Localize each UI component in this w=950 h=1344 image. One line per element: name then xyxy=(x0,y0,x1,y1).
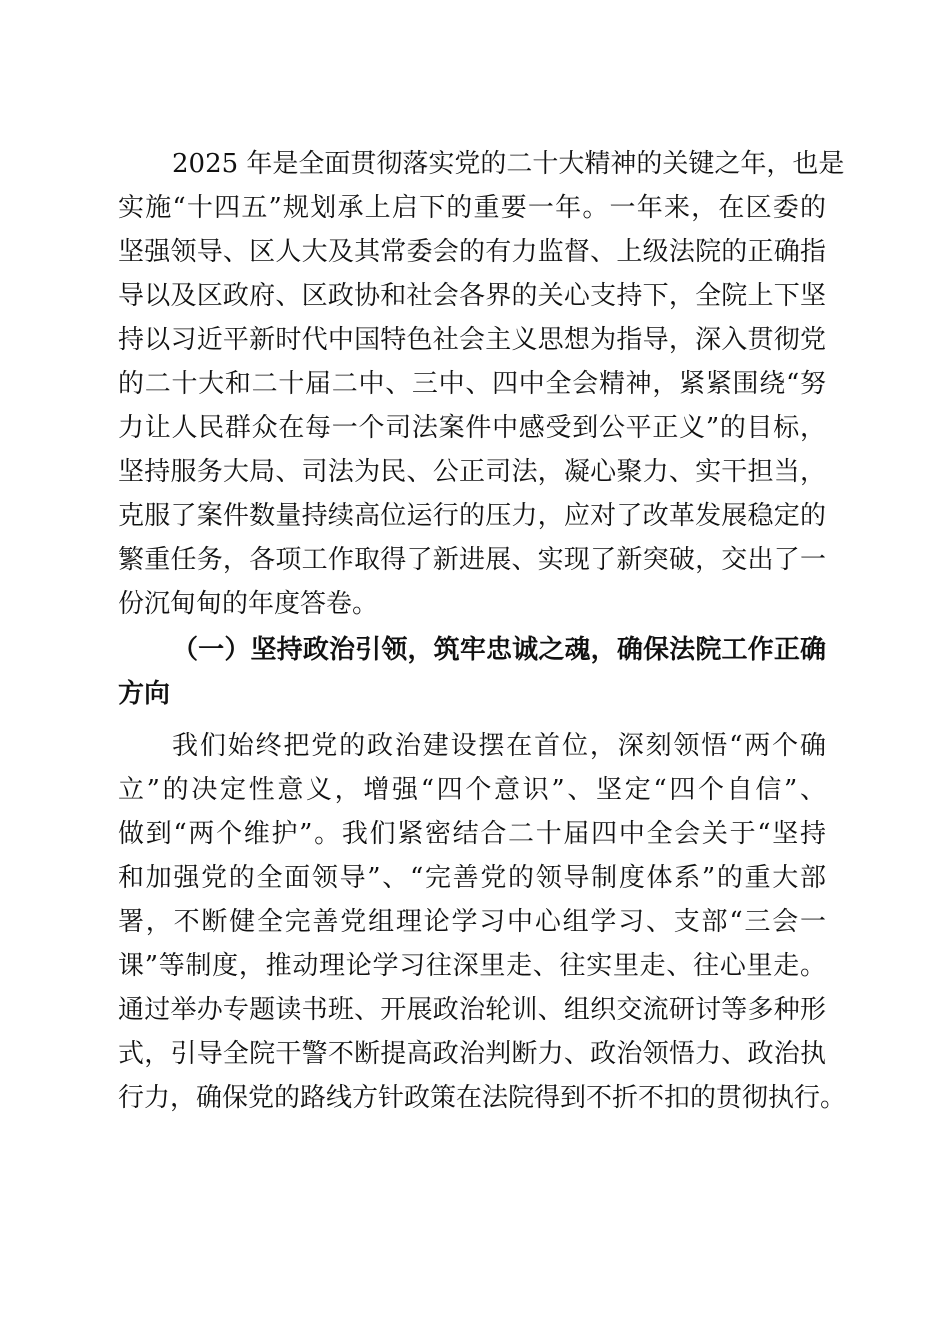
section-heading-line: 方向 xyxy=(118,679,171,709)
paragraph-2-line: 行力，确保党的路线方针政策在法院得到不折不扣的贯彻执行。 xyxy=(118,1083,847,1113)
paragraph-1-line: 坚持服务大局、司法为民、公正司法，凝心聚力、实干担当， xyxy=(118,457,826,487)
paragraph-1-line: 力让人民群众在每一个司法案件中感受到公平正义”的目标， xyxy=(118,413,826,443)
paragraph-2-line: 课”等制度，推动理论学习往深里走、往实里走、往心里走。 xyxy=(118,951,826,981)
paragraph-1-line: 的二十大和二十届二中、三中、四中全会精神，紧紧围绕“努 xyxy=(118,369,826,399)
paragraph-1-line: 份沉甸甸的年度答卷。 xyxy=(118,589,379,619)
paragraph-1-line: 持以习近平新时代中国特色社会主义思想为指导，深入贯彻党 xyxy=(118,325,826,355)
paragraph-1-line: 克服了案件数量持续高位运行的压力，应对了改革发展稳定的 xyxy=(118,501,826,531)
paragraph-2-line: 通过举办专题读书班、开展政治轮训、组织交流研讨等多种形 xyxy=(118,995,826,1025)
section-heading-line: （一）坚持政治引领，筑牢忠诚之魂，确保法院工作正确 xyxy=(172,635,826,665)
paragraph-2-line: 我们始终把党的政治建设摆在首位，深刻领悟“两个确 xyxy=(172,731,826,761)
paragraph-1-line: 繁重任务，各项工作取得了新进展、实现了新突破，交出了一 xyxy=(118,545,826,575)
paragraph-1-line: 实施“十四五”规划承上启下的重要一年。一年来，在区委的 xyxy=(118,193,826,223)
paragraph-1-line: 导以及区政府、区政协和社会各界的关心支持下，全院上下坚 xyxy=(118,281,826,311)
paragraph-2-line: 署，不断健全完善党组理论学习中心组学习、支部“三会一 xyxy=(118,907,826,937)
paragraph-2-line: 立”的决定性意义，增强“四个意识”、坚定“四个自信”、 xyxy=(118,775,826,805)
paragraph-2-line: 式，引导全院干警不断提高政治判断力、政治领悟力、政治执 xyxy=(118,1039,826,1069)
paragraph-1-line: 2025 年是全面贯彻落实党的二十大精神的关键之年，也是 xyxy=(172,149,845,179)
paragraph-2-line: 做到“两个维护”。我们紧密结合二十届四中全会关于“坚持 xyxy=(118,819,826,849)
paragraph-1-line: 坚强领导、区人大及其常委会的有力监督、上级法院的正确指 xyxy=(118,237,826,267)
paragraph-2-line: 和加强党的全面领导”、“完善党的领导制度体系”的重大部 xyxy=(118,863,826,893)
